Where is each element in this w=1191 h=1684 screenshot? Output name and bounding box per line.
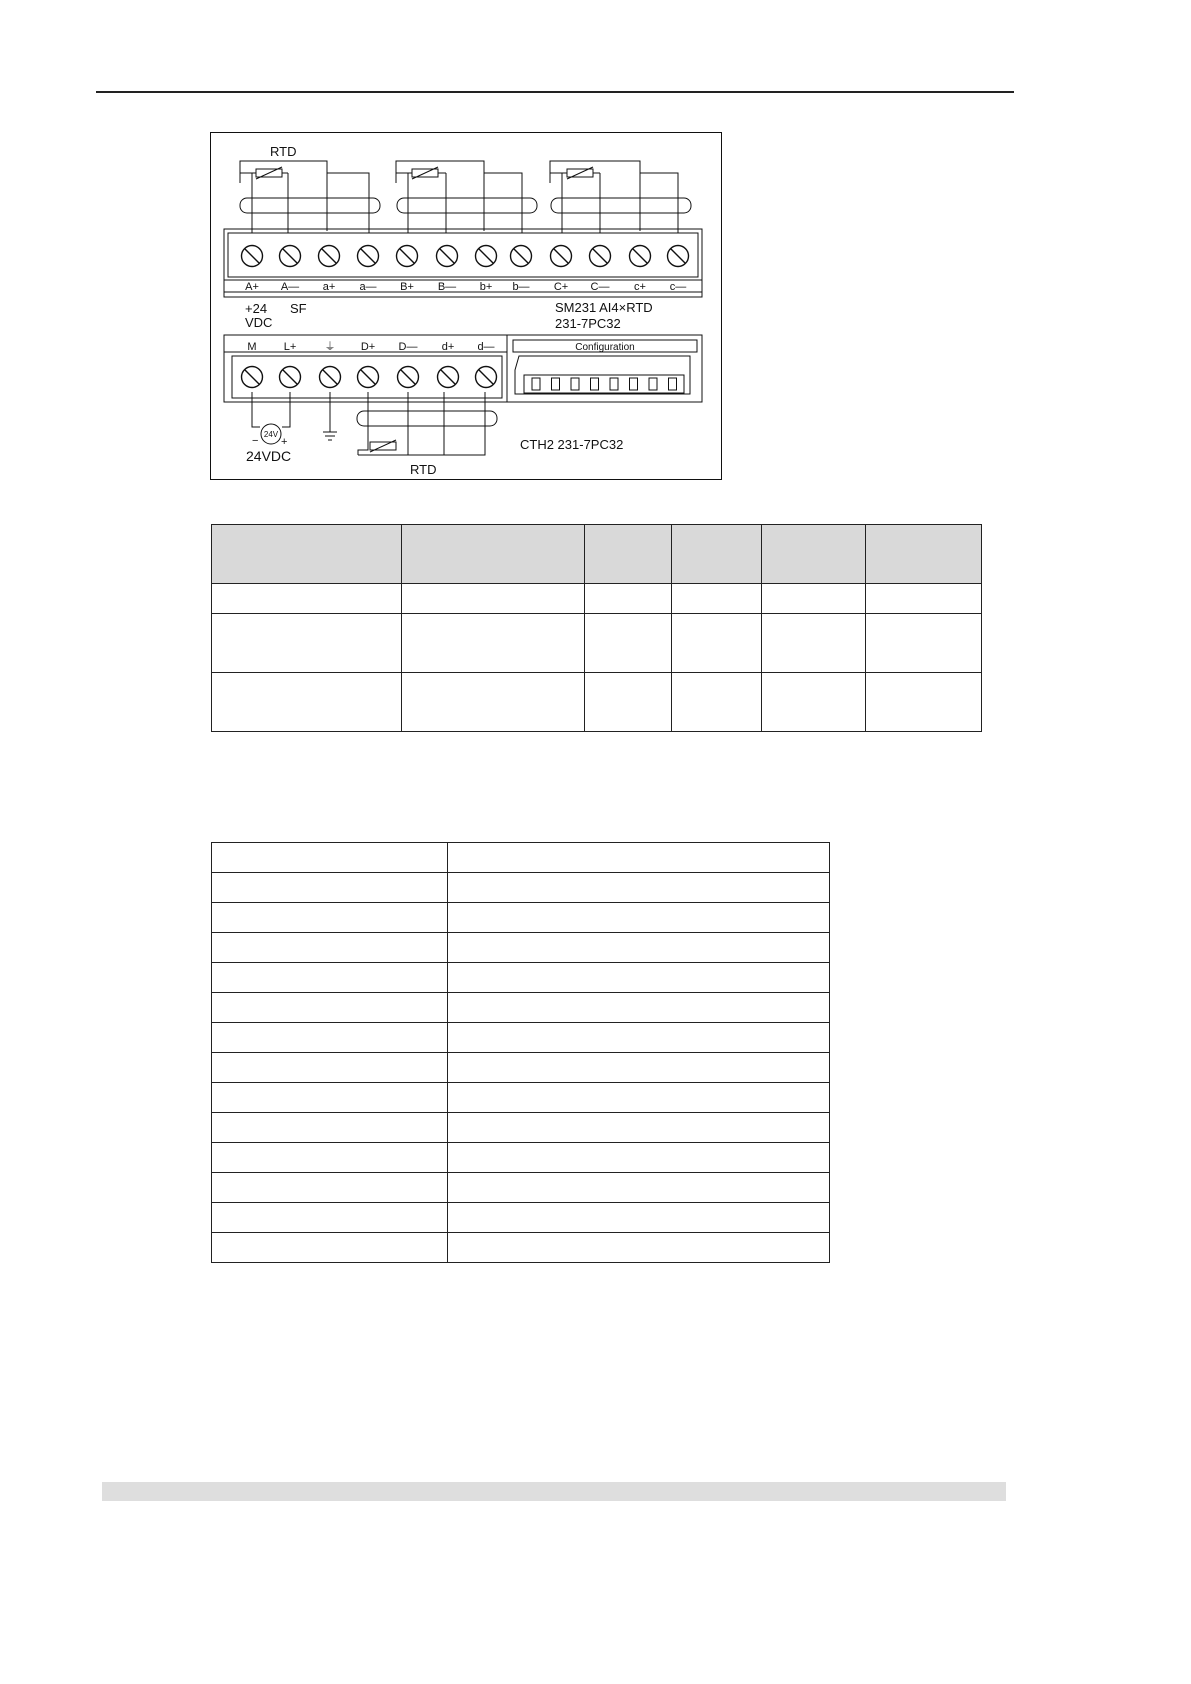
dip-switch: [649, 378, 657, 390]
terminal-label: B+: [400, 281, 414, 293]
ground-icon: [323, 392, 337, 440]
table-row: [212, 1023, 830, 1053]
table-cell: [762, 614, 866, 673]
table-cell: [866, 584, 982, 614]
table-row: [212, 584, 982, 614]
table-cell: [212, 584, 402, 614]
wiring-diagram: [210, 132, 722, 480]
terminal-label: a+: [322, 281, 336, 293]
rtd-bottom-label: RTD: [410, 462, 437, 477]
terminal-label: ⏚: [324, 341, 336, 353]
terminal-screw-icon: [242, 367, 263, 388]
table-cell: [448, 903, 830, 933]
terminal-label: b+: [479, 281, 493, 293]
table-cell: [212, 963, 448, 993]
terminal-screw-icon: [319, 246, 340, 267]
terminal-screw-icon: [280, 246, 301, 267]
bottom-terminal-labels: [247, 340, 494, 353]
terminal-screw-icon: [668, 246, 689, 267]
table-row: [212, 1233, 830, 1263]
table-cell: [762, 673, 866, 732]
terminal-label: L+: [283, 341, 297, 353]
product-caption: CTH2 231-7PC32: [520, 437, 624, 452]
table-row: [212, 1143, 830, 1173]
dip-switch: [610, 378, 618, 390]
table-row: [212, 993, 830, 1023]
terminal-label: D+: [360, 341, 376, 353]
spec-header-cell: [585, 525, 672, 584]
terminal-screw-icon: [242, 246, 263, 267]
rtd-sensor-2-icon: [396, 161, 537, 233]
terminal-label: c+: [634, 281, 646, 293]
rtd-sensor-3-icon: [550, 161, 691, 233]
dip-switch: [532, 378, 540, 390]
spec-header-cell: [866, 525, 982, 584]
model-label-2: 231-7PC32: [555, 316, 621, 331]
header-rule: [96, 91, 1014, 93]
spec-table: [211, 524, 982, 732]
table-cell: [212, 903, 448, 933]
terminal-screw-icon: [476, 246, 497, 267]
table-cell: [212, 1083, 448, 1113]
bottom-screw-row: [242, 367, 497, 388]
rtd-sensor-1-icon: [240, 161, 380, 233]
footer-bar: [102, 1482, 1006, 1501]
top-screw-row: [242, 246, 689, 267]
table-row: [212, 1173, 830, 1203]
terminal-screw-icon: [590, 246, 611, 267]
supply-caption: 24VDC: [246, 448, 292, 464]
table-row: [212, 1203, 830, 1233]
supply-label-1: +24: [245, 301, 268, 316]
table-cell: [448, 1143, 830, 1173]
table-cell: [212, 614, 402, 673]
table-cell: [866, 614, 982, 673]
table-cell: [402, 584, 585, 614]
table-cell: [212, 993, 448, 1023]
terminal-label: C—: [590, 281, 610, 293]
model-label-1: SM231 AI4×RTD: [555, 300, 653, 315]
table-cell: [448, 1113, 830, 1143]
table-row: [212, 843, 830, 873]
table-row: [212, 1083, 830, 1113]
table-cell: [448, 873, 830, 903]
configuration-label: Configuration: [575, 342, 635, 353]
table-cell: [672, 673, 762, 732]
terminal-screw-icon: [476, 367, 497, 388]
rtd-sensor-4-icon: [357, 392, 497, 455]
table-cell: [448, 993, 830, 1023]
table-cell: [866, 673, 982, 732]
table-row: [212, 673, 982, 732]
terminal-label: C+: [553, 281, 569, 293]
supply-minus: −: [252, 435, 259, 447]
terminal-screw-icon: [398, 367, 419, 388]
top-terminal-labels: [245, 281, 686, 293]
table-cell: [448, 963, 830, 993]
terminal-label: d+: [441, 341, 455, 353]
spec-header-cell: [402, 525, 585, 584]
dip-switch: [591, 378, 599, 390]
dip-switch-icon: [532, 378, 677, 390]
terminal-screw-icon: [630, 246, 651, 267]
supply-label-2: VDC: [245, 315, 273, 330]
terminal-screw-icon: [397, 246, 418, 267]
table-row: [212, 933, 830, 963]
terminal-label: a—: [359, 281, 377, 293]
spec-header-cell: [212, 525, 402, 584]
terminal-screw-icon: [280, 367, 301, 388]
table-cell: [585, 673, 672, 732]
table-cell: [448, 1173, 830, 1203]
table-cell: [212, 843, 448, 873]
table-cell: [448, 1233, 830, 1263]
terminal-screw-icon: [437, 246, 458, 267]
dip-switch: [571, 378, 579, 390]
terminal-screw-icon: [358, 246, 379, 267]
table-cell: [672, 584, 762, 614]
table-cell: [448, 1203, 830, 1233]
table-cell: [402, 614, 585, 673]
table-cell: [212, 933, 448, 963]
terminal-label: A+: [245, 281, 259, 293]
table-cell: [585, 584, 672, 614]
table-cell: [448, 1023, 830, 1053]
dip-switch: [669, 378, 677, 390]
table-cell: [448, 933, 830, 963]
table-row: [212, 873, 830, 903]
terminal-screw-icon: [438, 367, 459, 388]
terminal-label: d—: [477, 341, 495, 353]
supply-plus: +: [281, 436, 288, 448]
table-cell: [212, 1233, 448, 1263]
terminal-screw-icon: [358, 367, 379, 388]
table-row: [212, 1053, 830, 1083]
supply-symbol-icon: 24V: [263, 430, 279, 439]
table-cell: [212, 1173, 448, 1203]
table-cell: [212, 1113, 448, 1143]
table-cell: [448, 1053, 830, 1083]
spec-header-cell: [672, 525, 762, 584]
table-cell: [402, 673, 585, 732]
table-cell: [585, 614, 672, 673]
terminal-label: B—: [437, 281, 457, 293]
table-cell: [448, 843, 830, 873]
table-cell: [212, 1053, 448, 1083]
dip-switch: [552, 378, 560, 390]
dip-switch: [630, 378, 638, 390]
terminal-label: c—: [669, 281, 687, 293]
sf-label: SF: [290, 301, 307, 316]
spec-header-cell: [762, 525, 866, 584]
terminal-label: D—: [398, 341, 418, 353]
terminal-label: M: [247, 341, 257, 353]
table-cell: [212, 1023, 448, 1053]
terminal-label: A—: [280, 281, 300, 293]
terminal-label: b—: [512, 281, 530, 293]
table-cell: [212, 1203, 448, 1233]
rtd-top-label: RTD: [270, 144, 297, 159]
table-cell: [448, 1083, 830, 1113]
data-table: [211, 842, 830, 1263]
table-row: [212, 963, 830, 993]
terminal-screw-icon: [551, 246, 572, 267]
terminal-screw-icon: [511, 246, 532, 267]
table-cell: [672, 614, 762, 673]
table-row: [212, 614, 982, 673]
table-cell: [212, 1143, 448, 1173]
table-cell: [212, 873, 448, 903]
table-cell: [762, 584, 866, 614]
table-row: [212, 1113, 830, 1143]
table-row: [212, 903, 830, 933]
table-cell: [212, 673, 402, 732]
terminal-screw-icon: [320, 367, 341, 388]
spec-table-header-row: [212, 525, 982, 584]
